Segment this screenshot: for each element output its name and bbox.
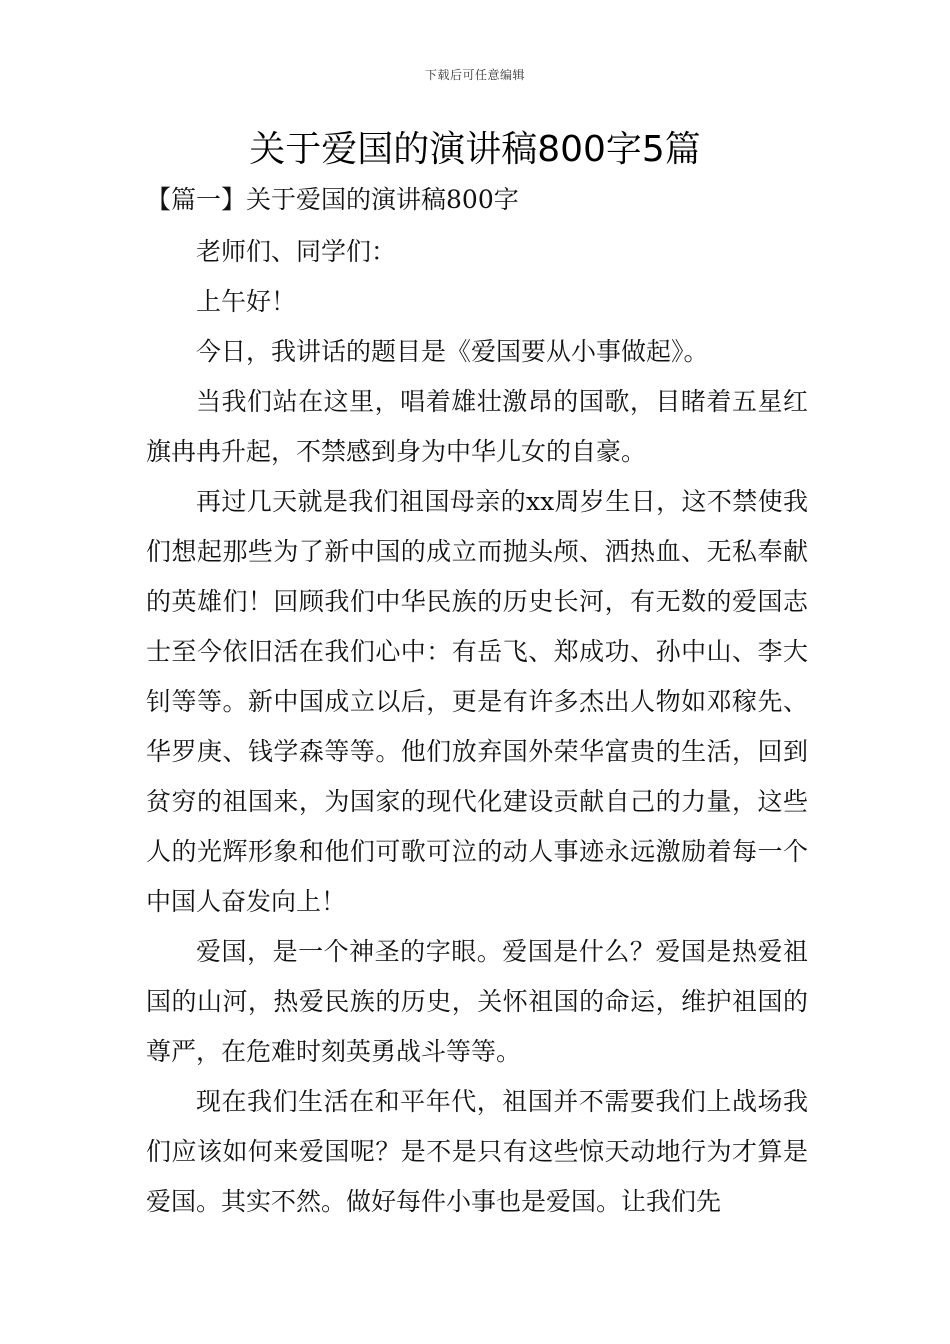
paragraph-topic: 今日，我讲话的题目是《爱国要从小事做起》。 — [196, 337, 709, 366]
document-title: 关于爱国的演讲稿800字5篇 — [249, 129, 701, 170]
section-heading: 【篇一】关于爱国的演讲稿800字 — [146, 185, 519, 214]
header-note: 下载后可任意编辑 — [424, 68, 525, 82]
paragraph-heroes: 再过几天就是我们祖国母亲的xx周岁生日，这不禁使我们想起那些为了新中国的成立而抛头颅、洒热血、无私奉献的英雄们！回顾我们中华民族的历史长河，有无数的爱国志士至今依旧活在我们心中：有岳飞、郑成功、孙中山、李大钊等等。新中国成立以后，更是有许多杰出人物如邓稼先、华罗庚、钱学森等等。他们放弃国外荣华富贵的生活，回到贫穷的祖国来，为国家的现代化建设贡献自己的力量，这些人的光辉形象和他们可歌可泣的动人事迹永远激励着每一个中国人奋发向上！ — [146, 487, 808, 916]
paragraph-anthem: 当我们站在这里，唱着雄壮激昂的国歌，目睹着五星红旗冉冉升起，不禁感到身为中华儿女的自豪。 — [146, 387, 808, 466]
paragraph-good-morning: 上午好！ — [196, 287, 297, 316]
paragraph-peacetime: 现在我们生活在和平年代，祖国并不需要我们上战场我们应该如何来爱国呢？是不是只有这些惊天动地行为才算是爱国。其实不然。做好每件小事也是爱国。让我们先 — [146, 1087, 808, 1216]
paragraph-greeting: 老师们、同学们： — [196, 237, 397, 266]
paragraph-patriotism-definition: 爱国，是一个神圣的字眼。爱国是什么？爱国是热爱祖国的山河，热爱民族的历史，关怀祖国的命运，维护祖国的尊严，在危难时刻英勇战斗等等。 — [146, 937, 808, 1066]
document-body — [146, 227, 808, 1227]
